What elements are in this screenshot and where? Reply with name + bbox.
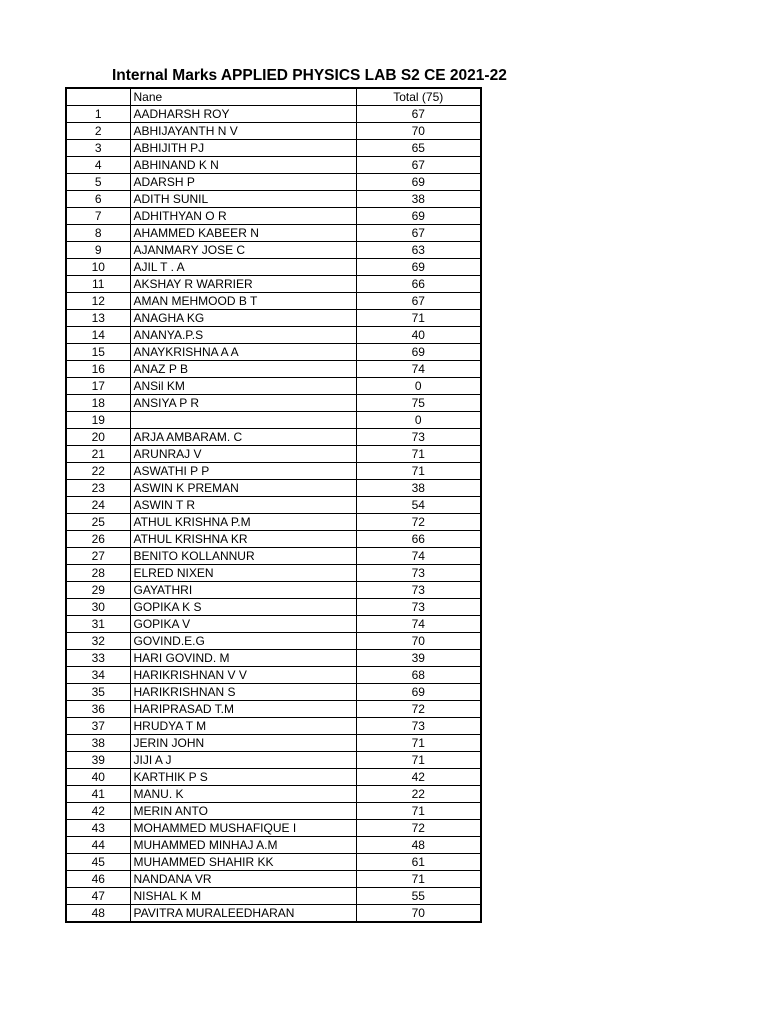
student-name-cell: ABHINAND K N	[130, 157, 356, 174]
serial-number-cell: 13	[66, 310, 130, 327]
total-marks-cell: 38	[356, 191, 481, 208]
page-title: Internal Marks APPLIED PHYSICS LAB S2 CE 2021-22	[112, 67, 507, 84]
student-name-cell: PAVITRA MURALEEDHARAN	[130, 905, 356, 923]
student-name-cell: HARIPRASAD T.M	[130, 701, 356, 718]
table-row	[66, 395, 481, 412]
total-marks-cell: 71	[356, 310, 481, 327]
table-row	[66, 174, 481, 191]
total-marks-cell: 66	[356, 276, 481, 293]
student-name-cell: ANSIYA P R	[130, 395, 356, 412]
table-row	[66, 276, 481, 293]
table-row	[66, 803, 481, 820]
header-sl-cell	[66, 88, 130, 106]
total-marks-cell: 73	[356, 565, 481, 582]
table-row	[66, 684, 481, 701]
table-header-row	[66, 88, 481, 106]
serial-number-cell: 47	[66, 888, 130, 905]
serial-number-cell: 14	[66, 327, 130, 344]
table-row	[66, 242, 481, 259]
table-row	[66, 735, 481, 752]
student-name-cell: ANANYA.P.S	[130, 327, 356, 344]
table-row	[66, 208, 481, 225]
table-row	[66, 259, 481, 276]
table-row	[66, 293, 481, 310]
student-name-cell: AMAN MEHMOOD B T	[130, 293, 356, 310]
serial-number-cell: 20	[66, 429, 130, 446]
student-name-cell: GOPIKA V	[130, 616, 356, 633]
table-row	[66, 633, 481, 650]
table-row	[66, 531, 481, 548]
total-marks-cell: 67	[356, 225, 481, 242]
student-name-cell	[130, 412, 356, 429]
serial-number-cell: 34	[66, 667, 130, 684]
total-marks-cell: 63	[356, 242, 481, 259]
total-marks-cell: 48	[356, 837, 481, 854]
student-name-cell: JERIN JOHN	[130, 735, 356, 752]
student-name-cell: AJIL T . A	[130, 259, 356, 276]
student-name-cell: GOVIND.E.G	[130, 633, 356, 650]
serial-number-cell: 8	[66, 225, 130, 242]
student-name-cell: GOPIKA K S	[130, 599, 356, 616]
serial-number-cell: 17	[66, 378, 130, 395]
total-marks-cell: 74	[356, 361, 481, 378]
serial-number-cell: 36	[66, 701, 130, 718]
student-name-cell: ELRED NIXEN	[130, 565, 356, 582]
table-row	[66, 548, 481, 565]
total-marks-cell: 22	[356, 786, 481, 803]
table-row	[66, 667, 481, 684]
total-marks-cell: 74	[356, 548, 481, 565]
serial-number-cell: 27	[66, 548, 130, 565]
table-row	[66, 888, 481, 905]
serial-number-cell: 32	[66, 633, 130, 650]
total-marks-cell: 74	[356, 616, 481, 633]
serial-number-cell: 1	[66, 106, 130, 123]
table-row	[66, 820, 481, 837]
serial-number-cell: 38	[66, 735, 130, 752]
student-name-cell: MUHAMMED SHAHIR KK	[130, 854, 356, 871]
student-name-cell: ASWIN K PREMAN	[130, 480, 356, 497]
marks-table	[65, 87, 482, 923]
total-marks-cell: 67	[356, 293, 481, 310]
student-name-cell: HARI GOVIND. M	[130, 650, 356, 667]
total-marks-cell: 0	[356, 412, 481, 429]
table-row	[66, 837, 481, 854]
total-marks-cell: 72	[356, 820, 481, 837]
table-row	[66, 446, 481, 463]
table-row	[66, 327, 481, 344]
serial-number-cell: 16	[66, 361, 130, 378]
student-name-cell: ANAZ P B	[130, 361, 356, 378]
student-name-cell: ADARSH P	[130, 174, 356, 191]
serial-number-cell: 48	[66, 905, 130, 923]
table-row	[66, 310, 481, 327]
total-marks-cell: 70	[356, 633, 481, 650]
serial-number-cell: 4	[66, 157, 130, 174]
total-marks-cell: 0	[356, 378, 481, 395]
student-name-cell: BENITO KOLLANNUR	[130, 548, 356, 565]
serial-number-cell: 10	[66, 259, 130, 276]
header-name-cell: Nane	[130, 88, 356, 106]
serial-number-cell: 11	[66, 276, 130, 293]
marks-table-body	[66, 88, 481, 922]
total-marks-cell: 69	[356, 259, 481, 276]
total-marks-cell: 75	[356, 395, 481, 412]
student-name-cell: ATHUL KRISHNA KR	[130, 531, 356, 548]
total-marks-cell: 71	[356, 735, 481, 752]
student-name-cell: ANSil KM	[130, 378, 356, 395]
student-name-cell: HARIKRISHNAN V V	[130, 667, 356, 684]
total-marks-cell: 71	[356, 803, 481, 820]
student-name-cell: NANDANA VR	[130, 871, 356, 888]
total-marks-cell: 39	[356, 650, 481, 667]
student-name-cell: HARIKRISHNAN S	[130, 684, 356, 701]
total-marks-cell: 69	[356, 174, 481, 191]
serial-number-cell: 44	[66, 837, 130, 854]
serial-number-cell: 46	[66, 871, 130, 888]
student-name-cell: AADHARSH ROY	[130, 106, 356, 123]
student-name-cell: ASWATHI P P	[130, 463, 356, 480]
table-row	[66, 157, 481, 174]
serial-number-cell: 39	[66, 752, 130, 769]
serial-number-cell: 18	[66, 395, 130, 412]
serial-number-cell: 43	[66, 820, 130, 837]
serial-number-cell: 21	[66, 446, 130, 463]
table-row	[66, 361, 481, 378]
table-row	[66, 412, 481, 429]
total-marks-cell: 73	[356, 718, 481, 735]
serial-number-cell: 45	[66, 854, 130, 871]
total-marks-cell: 71	[356, 463, 481, 480]
serial-number-cell: 30	[66, 599, 130, 616]
table-row	[66, 701, 481, 718]
student-name-cell: MUHAMMED MINHAJ A.M	[130, 837, 356, 854]
student-name-cell: KARTHIK P S	[130, 769, 356, 786]
serial-number-cell: 40	[66, 769, 130, 786]
table-row	[66, 106, 481, 123]
student-name-cell: ANAGHA KG	[130, 310, 356, 327]
total-marks-cell: 70	[356, 123, 481, 140]
student-name-cell: ABHIJAYANTH N V	[130, 123, 356, 140]
serial-number-cell: 2	[66, 123, 130, 140]
total-marks-cell: 72	[356, 701, 481, 718]
table-row	[66, 599, 481, 616]
student-name-cell: ASWIN T R	[130, 497, 356, 514]
table-row	[66, 752, 481, 769]
serial-number-cell: 19	[66, 412, 130, 429]
serial-number-cell: 5	[66, 174, 130, 191]
serial-number-cell: 7	[66, 208, 130, 225]
serial-number-cell: 41	[66, 786, 130, 803]
table-row	[66, 140, 481, 157]
serial-number-cell: 23	[66, 480, 130, 497]
serial-number-cell: 26	[66, 531, 130, 548]
student-name-cell: GAYATHRI	[130, 582, 356, 599]
total-marks-cell: 65	[356, 140, 481, 157]
serial-number-cell: 33	[66, 650, 130, 667]
total-marks-cell: 68	[356, 667, 481, 684]
table-row	[66, 225, 481, 242]
total-marks-cell: 69	[356, 344, 481, 361]
table-row	[66, 429, 481, 446]
student-name-cell: MOHAMMED MUSHAFIQUE I	[130, 820, 356, 837]
table-row	[66, 616, 481, 633]
serial-number-cell: 6	[66, 191, 130, 208]
serial-number-cell: 22	[66, 463, 130, 480]
total-marks-cell: 67	[356, 106, 481, 123]
total-marks-cell: 38	[356, 480, 481, 497]
total-marks-cell: 54	[356, 497, 481, 514]
total-marks-cell: 73	[356, 582, 481, 599]
serial-number-cell: 12	[66, 293, 130, 310]
header-total-cell: Total (75)	[356, 88, 481, 106]
table-row	[66, 871, 481, 888]
serial-number-cell: 24	[66, 497, 130, 514]
table-row	[66, 769, 481, 786]
table-row	[66, 854, 481, 871]
total-marks-cell: 71	[356, 752, 481, 769]
total-marks-cell: 69	[356, 684, 481, 701]
table-row	[66, 786, 481, 803]
student-name-cell: JIJI A J	[130, 752, 356, 769]
total-marks-cell: 70	[356, 905, 481, 923]
student-name-cell: AHAMMED KABEER N	[130, 225, 356, 242]
student-name-cell: AJANMARY JOSE C	[130, 242, 356, 259]
total-marks-cell: 67	[356, 157, 481, 174]
table-row	[66, 582, 481, 599]
table-row	[66, 191, 481, 208]
student-name-cell: MERIN ANTO	[130, 803, 356, 820]
student-name-cell: ARUNRAJ V	[130, 446, 356, 463]
table-row	[66, 514, 481, 531]
table-row	[66, 497, 481, 514]
table-row	[66, 565, 481, 582]
table-row	[66, 718, 481, 735]
table-row	[66, 463, 481, 480]
table-row	[66, 378, 481, 395]
total-marks-cell: 61	[356, 854, 481, 871]
total-marks-cell: 72	[356, 514, 481, 531]
total-marks-cell: 66	[356, 531, 481, 548]
serial-number-cell: 9	[66, 242, 130, 259]
student-name-cell: ARJA AMBARAM. C	[130, 429, 356, 446]
student-name-cell: ATHUL KRISHNA P.M	[130, 514, 356, 531]
serial-number-cell: 3	[66, 140, 130, 157]
student-name-cell: ABHIJITH PJ	[130, 140, 356, 157]
serial-number-cell: 42	[66, 803, 130, 820]
total-marks-cell: 40	[356, 327, 481, 344]
total-marks-cell: 71	[356, 446, 481, 463]
total-marks-cell: 55	[356, 888, 481, 905]
table-row	[66, 123, 481, 140]
total-marks-cell: 73	[356, 599, 481, 616]
serial-number-cell: 15	[66, 344, 130, 361]
table-row	[66, 344, 481, 361]
total-marks-cell: 73	[356, 429, 481, 446]
student-name-cell: MANU. K	[130, 786, 356, 803]
table-row	[66, 650, 481, 667]
serial-number-cell: 35	[66, 684, 130, 701]
student-name-cell: NISHAL K M	[130, 888, 356, 905]
serial-number-cell: 29	[66, 582, 130, 599]
total-marks-cell: 69	[356, 208, 481, 225]
serial-number-cell: 28	[66, 565, 130, 582]
total-marks-cell: 42	[356, 769, 481, 786]
serial-number-cell: 25	[66, 514, 130, 531]
table-row	[66, 480, 481, 497]
student-name-cell: HRUDYA T M	[130, 718, 356, 735]
student-name-cell: AKSHAY R WARRIER	[130, 276, 356, 293]
serial-number-cell: 37	[66, 718, 130, 735]
student-name-cell: ANAYKRISHNA A A	[130, 344, 356, 361]
table-row	[66, 905, 481, 923]
serial-number-cell: 31	[66, 616, 130, 633]
student-name-cell: ADHITHYAN O R	[130, 208, 356, 225]
total-marks-cell: 71	[356, 871, 481, 888]
student-name-cell: ADITH SUNIL	[130, 191, 356, 208]
